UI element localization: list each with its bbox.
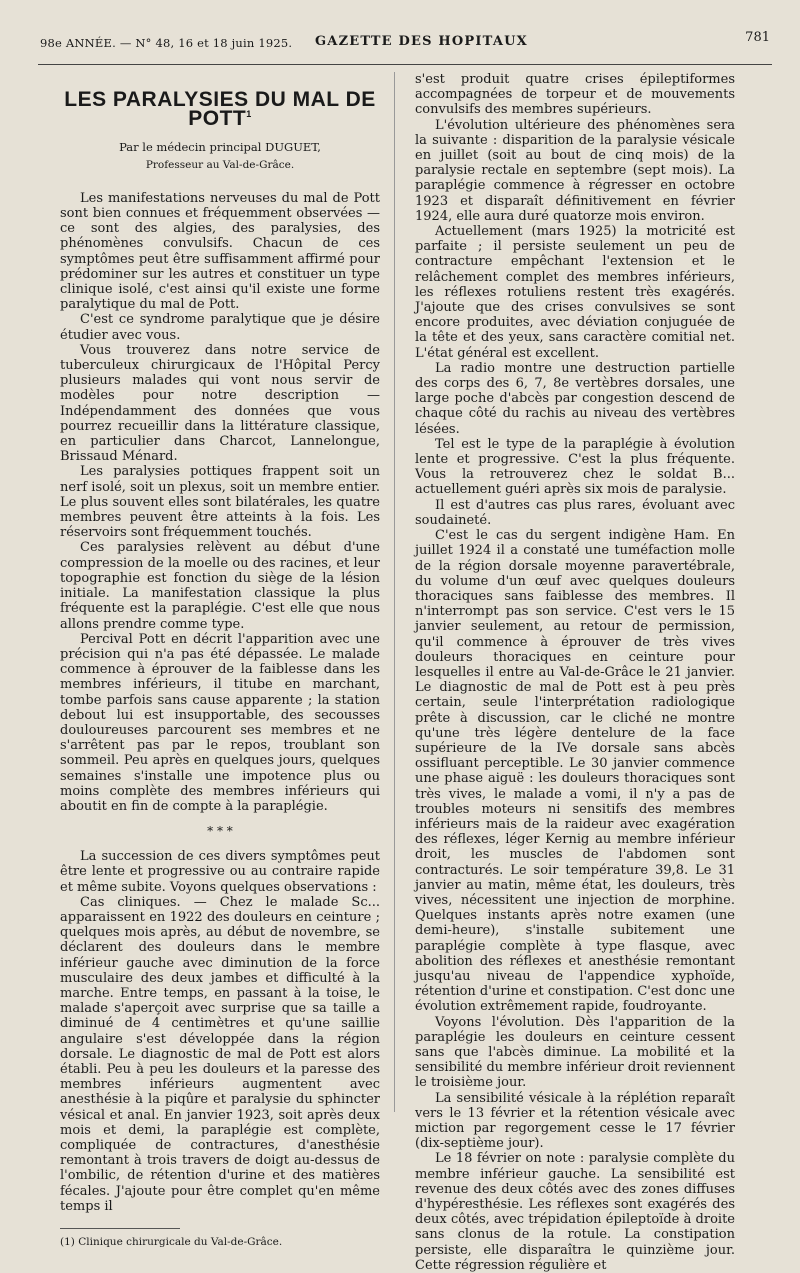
header-rule xyxy=(38,64,772,65)
page-header xyxy=(40,32,770,62)
column-divider xyxy=(394,72,395,1112)
paragraph: Vous trouverez dans notre service de tuberculeux chirurgicaux de l'Hôpital Percy plusieurs malades qui vont nous servir de modèles pour notre description — Indépendamment des données que vous pourrez recueillir dans la littérature classique, en particulier dans Charcot, Lannelongue, Brissaud Ménard. xyxy=(60,342,380,465)
section-separator: * * * xyxy=(207,824,233,839)
right-column xyxy=(415,72,735,1273)
paragraph: Actuellement (mars 1925) la motricité est parfaite ; il persiste seulement un peu de contracture empêchant l'extension et le relâchement complet des membres inférieurs, les réflexes rotuliens restent très exagérés. J'ajoute que des crises convulsives se sont encore produites, avec déviation conjuguée de la tête et des yeux, sans caractère comitial net. L'état général est excellent. xyxy=(415,224,735,361)
title-footnote-mark: 1 xyxy=(246,109,252,120)
page-number: 781 xyxy=(745,30,770,45)
paragraph: Le 18 février on note : paralysie complète du membre inférieur gauche. La sensibilité est revenue des deux côtés avec des zones diffuses d'hypéresthésie. Les réflexes sont exagérés des deux côtés, avec trépidation épileptoïde à droite sans clonus de la rotule. La constipation persiste, elle disparaîtra le quinzième jour. Cette régression régulière et xyxy=(415,1151,735,1273)
paragraph: Cas cliniques. — Chez le malade Sc... apparaissent en 1922 des douleurs en ceinture ; quelques mois après, au début de novembre, se déclarent des douleurs dans le membre inférieur gauche avec diminution de la force musculaire des deux jambes et difficulté à la marche. Entre temps, en passant à la toise, le malade s'aperçoit avec surprise que sa taille a diminué de 4 centimètres et qu'une saillie angulaire s'est développée dans la région dorsale. Le diagnostic de mal de Pott est alors établi. Peu à peu les douleurs et la paresse des membres inférieurs augmentent avec anesthésie à la piqûre et paralysie du sphincter vésical et anal. En janvier 1923, soit après deux mois et demi, la paraplégie est complète, compliquée de contractures, d'anesthésie remontant à trois travers de doigt au-dessus de l'ombilic, de rétention d'urine et des matières fécales. J'ajoute pour être complet qu'en même temps il xyxy=(60,894,380,1214)
issue-info: 98e ANNÉE. — N° 48, 16 et 18 juin 1925. xyxy=(40,36,293,50)
paragraph: Percival Pott en décrit l'apparition avec une précision qui n'a pas été dépassée. Le malade commence à éprouver de la faiblesse dans les membres inférieurs, il titube en marchant, tombe parfois sans cause apparente ; la station debout lui est insupportable, des secousses douloureuses parcourent ses membres et ne s'arrêtent pas par le repos, troublant son sommeil. Peu après en quelques jours, quelques semaines s'installe une impotence plus ou moins complète des membres inférieurs qui aboutit en fin de compte à la paraplégie. xyxy=(60,631,380,814)
article-author: Par le médecin principal DUGUET, xyxy=(119,140,321,155)
journal-name: GAZETTE DES HOPITAUX xyxy=(315,34,528,49)
paragraph: Voyons l'évolution. Dès l'apparition de la paraplégie les douleurs en ceinture cessent sans que l'abcès diminue. La mobilité et la sensibilité du membre inférieur droit reviennent le troisième jour. xyxy=(415,1014,735,1091)
article-title xyxy=(60,88,380,131)
paragraph: Tel est le type de la paraplégie à évolution lente et progressive. C'est la plus fréquente. Vous la retrouverez chez le soldat B... actuellement guéri après six mois de paralysie. xyxy=(415,436,735,498)
paragraph: La succession de ces divers symptômes peut être lente et progressive ou au contraire rapide et même subite. Voyons quelques observations : xyxy=(60,849,380,895)
paragraph: Ces paralysies relèvent au début d'une compression de la moelle ou des racines, et leur topographie est fonction du siège de la lésion initiale. La manifestation classique la plus fréquente est la paraplégie. C'est elle que nous allons prendre comme type. xyxy=(60,540,380,632)
paragraph: La radio montre une destruction partielle des corps des 6, 7, 8e vertèbres dorsales, une large poche d'abcès par congestion descend de chaque côté du rachis au niveau des vertèbres lésées. xyxy=(415,360,735,437)
paragraph: La sensibilité vésicale à la réplétion reparaît vers le 13 février et la rétention vésicale avec miction par regorgement cesse le 17 février (dix-septième jour). xyxy=(415,1090,735,1152)
paragraph: Les manifestations nerveuses du mal de Pott sont bien connues et fréquemment observées — ce sont des algies, des paralysies, des phénomènes convulsifs. Chacun de ces symptômes peut être suffisamment affirmé pour prédominer sur les autres et constituer un type clinique isolé, c'est ainsi qu'il existe une forme paralytique du mal de Pott. xyxy=(60,190,380,313)
paragraph: Il est d'autres cas plus rares, évoluant avec soudaineté. xyxy=(415,497,735,528)
paragraph: Les paralysies pottiques frappent soit un nerf isolé, soit un plexus, soit un membre entier. Le plus souvent elles sont bilatérales, les quatre membres peuvent être atteints à la fois. Les réservoirs sont fréquemment touchés. xyxy=(60,464,380,541)
paragraph: L'évolution ultérieure des phénomènes sera la suivante : disparition de la paralysie vésicale en juillet (soit au bout de cinq mois) de la paralysie rectale en septembre (sept mois). La paraplégie commence à régresser en octobre 1923 et disparaît définitivement en février 1924, elle aura duré quatorze mois environ. xyxy=(415,117,735,224)
article-title-text: LES PARALYSIES DU MAL DE POTT xyxy=(64,88,376,131)
paragraph: C'est le cas du sergent indigène Ham. En juillet 1924 il a constaté une tuméfaction molle de la région dorsale moyenne paravertébrale, du volume d'un œuf avec quelques douleurs thoraciques sans faiblesse des membres. Il n'interrompt pas son service. C'est vers le 15 janvier seulement, au retour de permission, qu'il commence à éprouver de très vives douleurs thoraciques en ceinture pour lesquelles il entre au Val-de-Grâce le 21 janvier. Le diagnostic de mal de Pott est à peu près certain, seule l'interprétation radiologique prête à discussion, car le cliché ne montre qu'une très légère dentelure de la face supérieure de la IVe dorsale sans abcès ossifluant perceptible. Le 30 janvier commence une phase aiguë : les douleurs thoraciques sont très vives, le malade a vomi, il n'y a pas de troubles moteurs ni sensitifs des membres inférieurs mais de la raideur avec exagération des réflexes, léger Kernig au membre inférieur droit, les muscles de l'abdomen sont contracturés. Le soir température 39,8. Le 31 janvier au matin, même état, les douleurs, très vives, nécessitent une injection de morphine. Quelques instants après notre examen (une demi-heure), s'installe subitement une paraplégie complète à type flasque, avec abolition des réflexes et anesthésie remontant jusqu'au niveau de l'appendice xyphoïde, rétention d'urine et constipation. C'est donc une évolution extrêmement rapide, foudroyante. xyxy=(415,528,735,1015)
article-affiliation: Professeur au Val-de-Grâce. xyxy=(145,158,295,171)
footnote: (1) Clinique chirurgicale du Val-de-Grâce. xyxy=(60,1236,283,1249)
paragraph: C'est ce syndrome paralytique que je désire étudier avec vous. xyxy=(60,312,380,343)
left-column xyxy=(60,72,380,1250)
footnote-rule xyxy=(60,1228,180,1229)
paragraph: s'est produit quatre crises épileptiformes accompagnées de torpeur et de mouvements convulsifs des membres supérieurs. xyxy=(415,72,735,118)
